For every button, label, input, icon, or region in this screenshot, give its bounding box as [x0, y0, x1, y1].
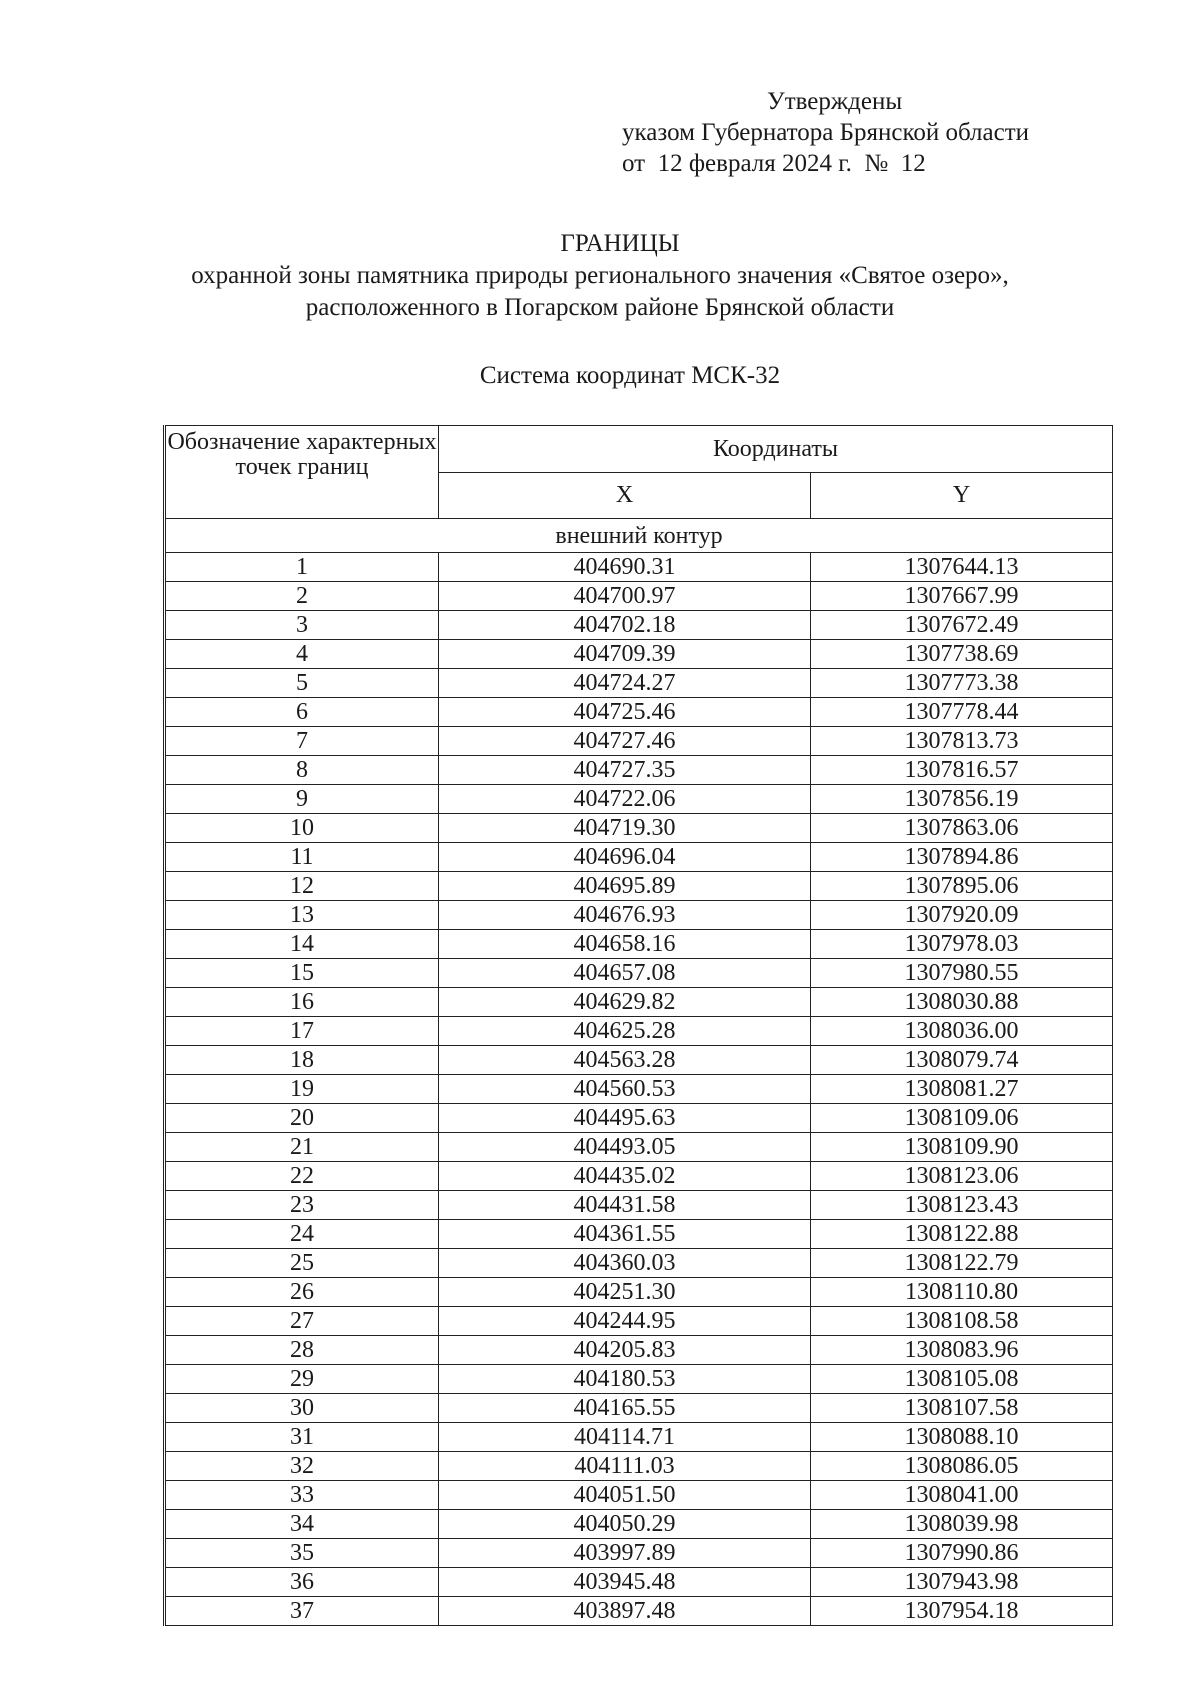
- y-coordinate-cell: 1307943.98: [811, 1568, 1113, 1597]
- point-number-cell: 8: [165, 756, 439, 785]
- point-number-cell: 20: [165, 1104, 439, 1133]
- point-number-cell: 7: [165, 727, 439, 756]
- table-row: [165, 1510, 1113, 1539]
- y-coordinate-cell: 1307672.49: [811, 611, 1113, 640]
- point-number-cell: 11: [165, 843, 439, 872]
- table-row: [165, 1307, 1113, 1336]
- coordinate-system-label: Система координат МСК-32: [479, 362, 781, 389]
- x-coordinate-cell: 404719.30: [439, 814, 811, 843]
- point-number-cell: 31: [165, 1423, 439, 1452]
- x-coordinate-cell: 404727.46: [439, 727, 811, 756]
- table-row: [165, 553, 1113, 582]
- x-coordinate-cell: 404695.89: [439, 872, 811, 901]
- table-row: [165, 727, 1113, 756]
- x-coordinate-cell: 404495.63: [439, 1104, 811, 1133]
- contour-label: внешний контур: [165, 519, 1113, 553]
- y-coordinate-cell: 1308109.90: [811, 1133, 1113, 1162]
- point-number-cell: 32: [165, 1452, 439, 1481]
- approval-line-decree: указом Губернатора Брянской области: [622, 119, 1030, 146]
- point-number-cell: 21: [165, 1133, 439, 1162]
- point-number-cell: 14: [165, 930, 439, 959]
- y-coordinate-cell: 1307895.06: [811, 872, 1113, 901]
- y-coordinate-cell: 1307954.18: [811, 1597, 1113, 1626]
- title-subtitle-line1: охранной зоны памятника природы регионального значения «Святое озеро»,: [191, 262, 1009, 289]
- table-row: [165, 1278, 1113, 1307]
- y-coordinate-cell: 1307990.86: [811, 1539, 1113, 1568]
- table-row: [165, 640, 1113, 669]
- table-row: [165, 1191, 1113, 1220]
- header-coordinates: Координаты: [439, 426, 1113, 473]
- table-row: [165, 1452, 1113, 1481]
- y-coordinate-cell: 1307816.57: [811, 756, 1113, 785]
- y-coordinate-cell: 1308107.58: [811, 1394, 1113, 1423]
- point-number-cell: 13: [165, 901, 439, 930]
- approval-line-date: от 12 февраля 2024 г. № 12: [622, 150, 926, 177]
- table-row: [165, 611, 1113, 640]
- point-number-cell: 9: [165, 785, 439, 814]
- header-point-designation: Обозначение характерных точек границ: [165, 426, 439, 519]
- x-coordinate-cell: 404657.08: [439, 959, 811, 988]
- x-coordinate-cell: 404696.04: [439, 843, 811, 872]
- point-number-cell: 5: [165, 669, 439, 698]
- y-coordinate-cell: 1308081.27: [811, 1075, 1113, 1104]
- x-coordinate-cell: 404493.05: [439, 1133, 811, 1162]
- table-row: [165, 901, 1113, 930]
- point-number-cell: 17: [165, 1017, 439, 1046]
- point-number-cell: 23: [165, 1191, 439, 1220]
- x-coordinate-cell: 403997.89: [439, 1539, 811, 1568]
- point-number-cell: 16: [165, 988, 439, 1017]
- point-number-cell: 3: [165, 611, 439, 640]
- x-coordinate-cell: 404700.97: [439, 582, 811, 611]
- x-coordinate-cell: 404676.93: [439, 901, 811, 930]
- x-coordinate-cell: 404361.55: [439, 1220, 811, 1249]
- table-row: [165, 1133, 1113, 1162]
- point-number-cell: 29: [165, 1365, 439, 1394]
- y-coordinate-cell: 1307863.06: [811, 814, 1113, 843]
- point-number-cell: 36: [165, 1568, 439, 1597]
- y-coordinate-cell: 1308105.08: [811, 1365, 1113, 1394]
- x-coordinate-cell: 404165.55: [439, 1394, 811, 1423]
- title-heading: ГРАНИЦЫ: [560, 230, 680, 257]
- y-coordinate-cell: 1307856.19: [811, 785, 1113, 814]
- x-coordinate-cell: 404431.58: [439, 1191, 811, 1220]
- y-coordinate-cell: 1308108.58: [811, 1307, 1113, 1336]
- table-row: [165, 1017, 1113, 1046]
- point-number-cell: 12: [165, 872, 439, 901]
- y-coordinate-cell: 1307813.73: [811, 727, 1113, 756]
- point-number-cell: 30: [165, 1394, 439, 1423]
- x-coordinate-cell: 404658.16: [439, 930, 811, 959]
- point-number-cell: 24: [165, 1220, 439, 1249]
- table-row: [165, 1481, 1113, 1510]
- y-coordinate-cell: 1308088.10: [811, 1423, 1113, 1452]
- table-row: [165, 1046, 1113, 1075]
- x-coordinate-cell: 404051.50: [439, 1481, 811, 1510]
- point-number-cell: 28: [165, 1336, 439, 1365]
- y-coordinate-cell: 1308041.00: [811, 1481, 1113, 1510]
- table-row: [165, 1104, 1113, 1133]
- table-row: [165, 843, 1113, 872]
- y-coordinate-cell: 1308122.79: [811, 1249, 1113, 1278]
- x-coordinate-cell: 403897.48: [439, 1597, 811, 1626]
- table-row: [165, 785, 1113, 814]
- x-coordinate-cell: 404111.03: [439, 1452, 811, 1481]
- y-coordinate-cell: 1307894.86: [811, 843, 1113, 872]
- y-coordinate-cell: 1307980.55: [811, 959, 1113, 988]
- y-coordinate-cell: 1307978.03: [811, 930, 1113, 959]
- point-number-cell: 6: [165, 698, 439, 727]
- title-subtitle-line2: расположенного в Погарском районе Брянской области: [305, 294, 895, 321]
- table-row: [165, 756, 1113, 785]
- table-row: [165, 1220, 1113, 1249]
- x-coordinate-cell: 404180.53: [439, 1365, 811, 1394]
- header-x: X: [439, 472, 811, 519]
- y-coordinate-cell: 1307920.09: [811, 901, 1113, 930]
- y-coordinate-cell: 1308036.00: [811, 1017, 1113, 1046]
- table-row: [165, 959, 1113, 988]
- approval-block: [622, 86, 1029, 179]
- x-coordinate-cell: 404251.30: [439, 1278, 811, 1307]
- x-coordinate-cell: 404629.82: [439, 988, 811, 1017]
- point-number-cell: 33: [165, 1481, 439, 1510]
- table-row: [165, 1423, 1113, 1452]
- point-number-cell: 34: [165, 1510, 439, 1539]
- x-coordinate-cell: 404360.03: [439, 1249, 811, 1278]
- x-coordinate-cell: 404725.46: [439, 698, 811, 727]
- table-row: [165, 582, 1113, 611]
- approval-line-approved: Утверждены: [767, 88, 903, 115]
- x-coordinate-cell: 404702.18: [439, 611, 811, 640]
- x-coordinate-cell: 404050.29: [439, 1510, 811, 1539]
- table-row: [165, 1336, 1113, 1365]
- x-coordinate-cell: 404114.71: [439, 1423, 811, 1452]
- table-row: [165, 1394, 1113, 1423]
- header-y: Y: [811, 472, 1113, 519]
- y-coordinate-cell: 1308123.06: [811, 1162, 1113, 1191]
- x-coordinate-cell: 404205.83: [439, 1336, 811, 1365]
- table-row: [165, 988, 1113, 1017]
- y-coordinate-cell: 1308110.80: [811, 1278, 1113, 1307]
- table-row: [165, 1075, 1113, 1104]
- point-number-cell: 1: [165, 553, 439, 582]
- x-coordinate-cell: 404625.28: [439, 1017, 811, 1046]
- x-coordinate-cell: 404722.06: [439, 785, 811, 814]
- point-number-cell: 18: [165, 1046, 439, 1075]
- x-coordinate-cell: 404690.31: [439, 553, 811, 582]
- point-number-cell: 10: [165, 814, 439, 843]
- table-body: [165, 553, 1113, 1626]
- table-row: [165, 930, 1113, 959]
- table-row: [165, 1568, 1113, 1597]
- table-row: [165, 1162, 1113, 1191]
- y-coordinate-cell: 1308086.05: [811, 1452, 1113, 1481]
- point-number-cell: 4: [165, 640, 439, 669]
- y-coordinate-cell: 1307773.38: [811, 669, 1113, 698]
- table-row: [165, 814, 1113, 843]
- x-coordinate-cell: 404244.95: [439, 1307, 811, 1336]
- y-coordinate-cell: 1307667.99: [811, 582, 1113, 611]
- table-row: [165, 1365, 1113, 1394]
- table-row: [165, 1597, 1113, 1626]
- y-coordinate-cell: 1307778.44: [811, 698, 1113, 727]
- x-coordinate-cell: 404563.28: [439, 1046, 811, 1075]
- point-number-cell: 27: [165, 1307, 439, 1336]
- y-coordinate-cell: 1308030.88: [811, 988, 1113, 1017]
- y-coordinate-cell: 1308123.43: [811, 1191, 1113, 1220]
- table-row: [165, 1249, 1113, 1278]
- y-coordinate-cell: 1307738.69: [811, 640, 1113, 669]
- table-row: [165, 1539, 1113, 1568]
- y-coordinate-cell: 1308122.88: [811, 1220, 1113, 1249]
- point-number-cell: 22: [165, 1162, 439, 1191]
- x-coordinate-cell: 403945.48: [439, 1568, 811, 1597]
- x-coordinate-cell: 404709.39: [439, 640, 811, 669]
- point-number-cell: 19: [165, 1075, 439, 1104]
- x-coordinate-cell: 404724.27: [439, 669, 811, 698]
- point-number-cell: 26: [165, 1278, 439, 1307]
- table-row: [165, 698, 1113, 727]
- table-row: [165, 872, 1113, 901]
- y-coordinate-cell: 1308083.96: [811, 1336, 1113, 1365]
- x-coordinate-cell: 404560.53: [439, 1075, 811, 1104]
- x-coordinate-cell: 404727.35: [439, 756, 811, 785]
- point-number-cell: 15: [165, 959, 439, 988]
- y-coordinate-cell: 1308109.06: [811, 1104, 1113, 1133]
- y-coordinate-cell: 1308079.74: [811, 1046, 1113, 1075]
- x-coordinate-cell: 404435.02: [439, 1162, 811, 1191]
- coordinates-table: [163, 425, 1113, 1626]
- point-number-cell: 2: [165, 582, 439, 611]
- point-number-cell: 37: [165, 1597, 439, 1626]
- y-coordinate-cell: 1308039.98: [811, 1510, 1113, 1539]
- point-number-cell: 25: [165, 1249, 439, 1278]
- point-number-cell: 35: [165, 1539, 439, 1568]
- table-row: [165, 669, 1113, 698]
- y-coordinate-cell: 1307644.13: [811, 553, 1113, 582]
- document-title: [0, 228, 1200, 324]
